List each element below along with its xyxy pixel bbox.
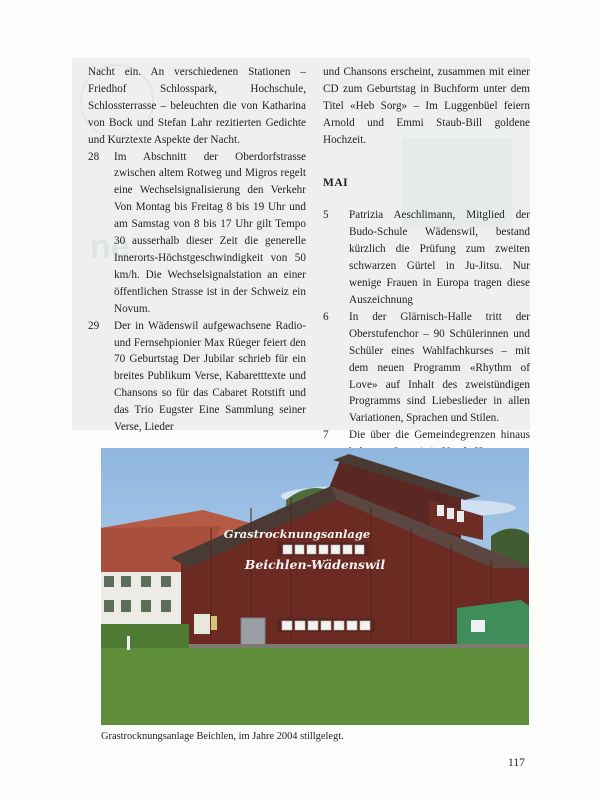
- barn-sign-line-1: Grastrocknungsanlage: [223, 527, 371, 541]
- barn-photo-illustration: [101, 448, 529, 725]
- month-heading: MAI: [323, 176, 349, 189]
- chronicle-entry-5: [323, 207, 530, 308]
- entry-text: Patrizia Aeschlimann, Mitglied der Budo-Schule Wädenswil, bestand kürzlich die Prüfung zum zweiten schwarzen Gürtel in Ju-Jitsu. Nur wenige Frauen in Europa tragen diese Auszeichnung: [349, 209, 530, 306]
- meadow: [101, 648, 529, 725]
- entry-text: In der Glärnisch-Halle tritt der Oberstufenchor – 90 Schülerinnen und Schüler eines Wahlfachkurses – mit dem neuen Programm «Rhythm of Love» auf Inhalt des zweistündigen Programms sind Liebeslieder in allen Variationen, Sprachen und Stilen.: [349, 310, 530, 425]
- barn-sign-line-2: Beichlen-Wädenswil: [244, 557, 386, 572]
- entry-text: Die über die Gemeindegrenzen hinaus: [349, 429, 530, 442]
- chronicle-entry-6: [323, 309, 530, 427]
- chronicle-entry-29: [88, 318, 306, 436]
- ghost-lettering: ne: [90, 228, 130, 266]
- page-number: 117: [508, 757, 525, 769]
- entry-day-number: 28: [88, 150, 100, 163]
- hedge: [101, 624, 189, 648]
- entry-day-number: 5: [323, 209, 329, 222]
- entry-text: Im Abschnitt der Oberdorfstrasse zwischen altem Rotweg und Migros regelt eine Wechselsignalisierung den Verkehr Von Montag bis Freitag 8 bis 19 Uhr und am Samstag von 8 bis 17 Uhr gilt Tempo 30 ausserhalb dieser Zeit die generelle Innerorts-Höchstgeschwindigkeit von 50 km/h. Die Wechselsignalstation an einer öffentlichen Strasse ist in der Schweiz ein Novum.: [114, 150, 306, 315]
- entry-day-number: 29: [88, 319, 100, 332]
- road-post: [127, 636, 130, 650]
- entry-text: Der in Wädenswil aufgewachsene Radio- und Fernsehpionier Max Rüeger feiert den 70 Geburtstag Der Jubilar schrieb für ein breites Publikum Verse, Kabaretttexte und Chansons so für das Cabaret Rotstift und das Trio Eugster Eine Sammlung seiner Verse, Lieder: [114, 319, 306, 434]
- right-text-column: [323, 64, 530, 461]
- chronicle-entry-continued: und Chansons erscheint, zusammen mit einer CD zum Geburtstag in Buchform unter dem Titel «Heb Sorg» – Im Luggenbüel feiern Arnold und Emmi Staub-Bill goldene Hochzeit.: [323, 66, 530, 146]
- entry-day-number: 6: [323, 310, 329, 323]
- left-text-column: [88, 64, 306, 436]
- barn-photo: [101, 448, 529, 725]
- entry-day-number: 7: [323, 429, 329, 442]
- chronicle-entry-28: [88, 149, 306, 318]
- photo-caption: Grastrocknungsanlage Beichlen, im Jahre 2004 stillgelegt.: [101, 731, 344, 742]
- chronicle-entry-continued: Nacht ein. An verschiedenen Stationen – Friedhof Schlosspark, Hochschule, Schlossterrasse – beleuchten die von Katharina von Bock und Stefan Lahr rezitierten Gedichte und Kurztexte Aspekte der Nacht.: [88, 66, 306, 146]
